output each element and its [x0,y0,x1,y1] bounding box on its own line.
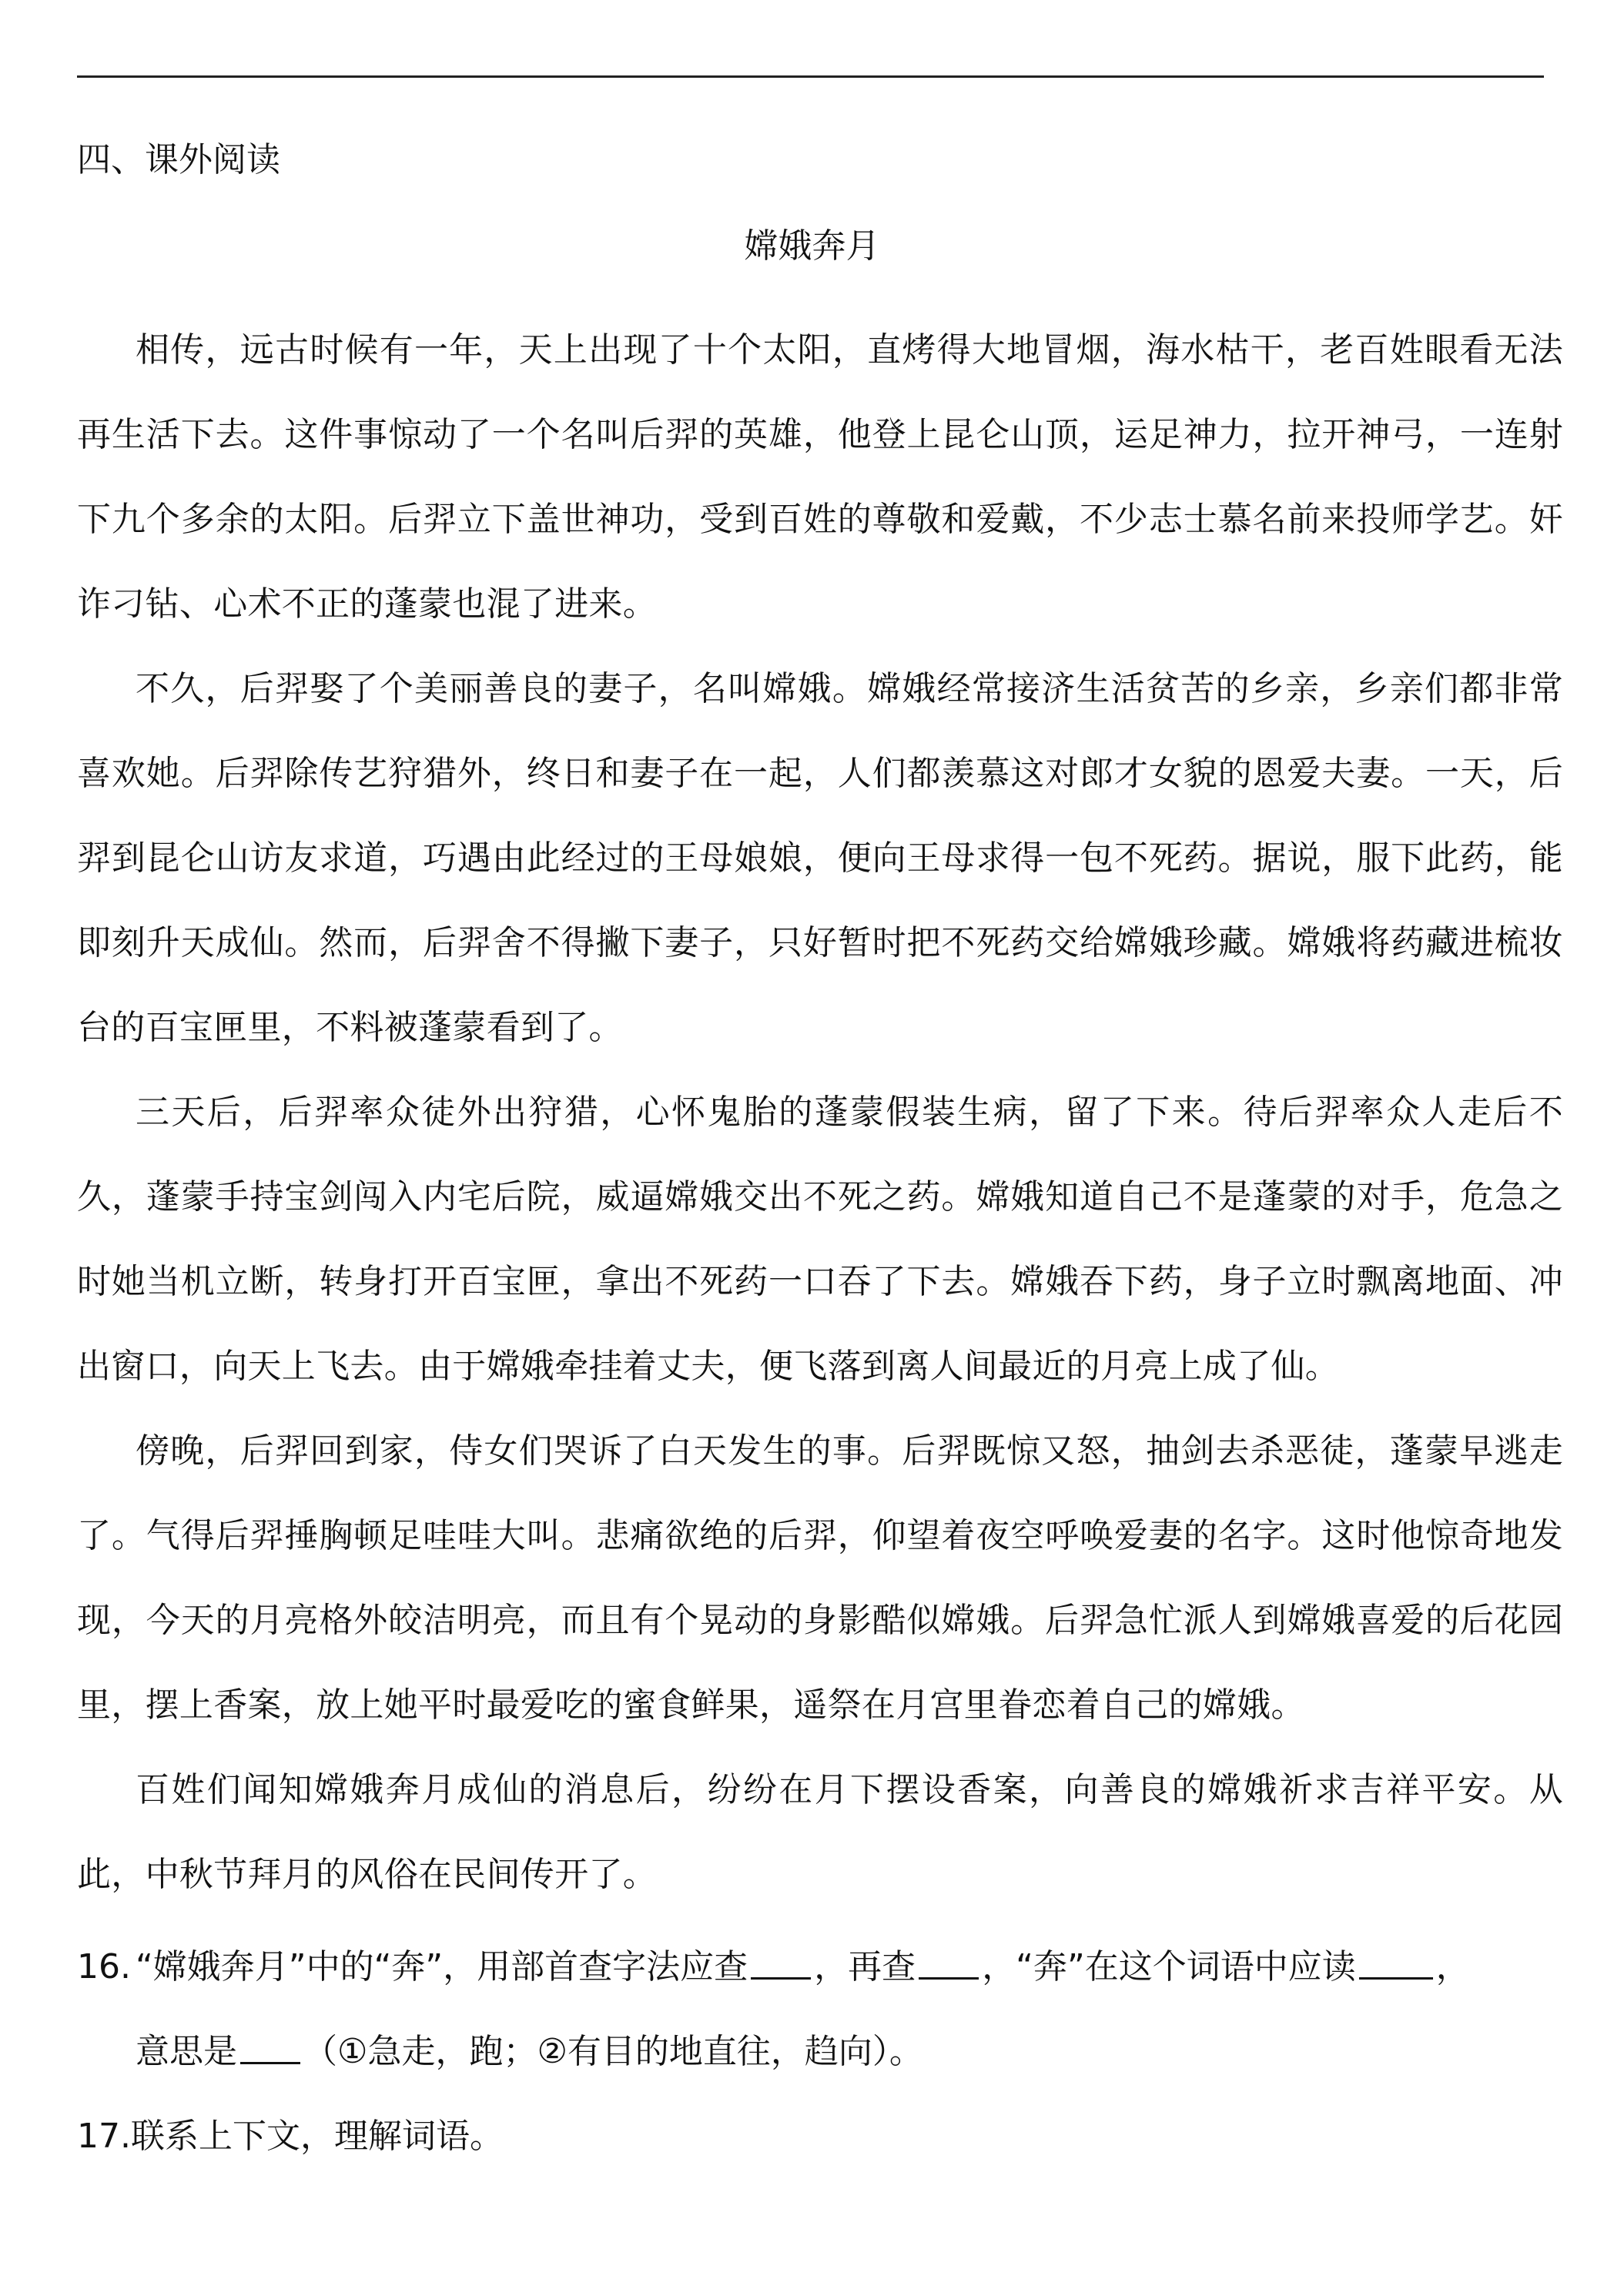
section-heading: 四、课外阅读 [77,140,280,179]
top-divider [77,75,1544,78]
answer-blank-strokes[interactable] [919,1946,979,1980]
question-text: 联系上下文，理解词语。 [130,2117,504,2156]
passage-paragraph-1: 相传，远古时候有一年，天上出现了十个太阳，直烤得大地冒烟，海水枯干，老百姓眼看无法再生活下去。这件事惊动了一个名叫后羿的英雄，他登上昆仑山顶，运足神力，拉开神弓，一连射下九个多余的太阳。后羿立下盖世神功，受到百姓的尊敬和爱戴，不少志士慕名前来投师学艺。奸诈刁钻、心术不正的蓬蒙也混了进来。 [77,330,1563,624]
passage-paragraph-4: 傍晚，后羿回到家，侍女们哭诉了白天发生的事。后羿既惊又怒，抽剑去杀恶徒，蓬蒙早逃走了。气得后羿捶胸顿足哇哇大叫。悲痛欲绝的后羿，仰望着夜空呼唤爱妻的名字。这时他惊奇地发现，今天的月亮格外皎洁明亮，而且有个晃动的身影酷似嫦娥。后羿急忙派人到嫦娥喜爱的后花园里，摆上香案，放上她平时最爱吃的蜜食鲜果，遥祭在月宫里眷恋着自己的嫦娥。 [77,1431,1563,1725]
reading-passage [77,308,1563,1917]
passage-title: 嫦娥奔月 [744,226,880,266]
question-text: ，“奔”在这个词语中应读 [982,1947,1356,1986]
question-text: 意思是 [136,2032,237,2071]
passage-paragraph-3: 三天后，后羿率众徒外出狩猎，心怀鬼胎的蓬蒙假装生病，留了下来。待后羿率众人走后不久，蓬蒙手持宝剑闯入内宅后院，威逼嫦娥交出不死之药。嫦娥知道自己不是蓬蒙的对手，危急之时她当机立断，转身打开百宝匣，拿出不死药一口吞了下去。嫦娥吞下药，身子立时飘离地面、冲出窗口，向天上飞去。由于嫦娥牵挂着丈夫，便飞落到离人间最近的月亮上成了仙。 [77,1093,1563,1386]
passage-paragraph-5: 百姓们闻知嫦娥奔月成仙的消息后，纷纷在月下摆设香案，向善良的嫦娥祈求吉祥平安。从此，中秋节拜月的风俗在民间传开了。 [77,1770,1563,1894]
question-16 [77,1925,1563,2094]
passage-paragraph-2: 不久，后羿娶了个美丽善良的妻子，名叫嫦娥。嫦娥经常接济生活贫苦的乡亲，乡亲们都非常喜欢她。后羿除传艺狩猎外，终日和妻子在一起，人们都羡慕这对郎才女貌的恩爱夫妻。一天，后羿到昆仑山访友求道，巧遇由此经过的王母娘娘，便向王母求得一包不死药。据说，服下此药，能即刻升天成仙。然而，后羿舍不得撇下妻子，只好暂时把不死药交给嫦娥珍藏。嫦娥将药藏进梳妆台的百宝匣里，不料被蓬蒙看到了。 [77,669,1563,1047]
answer-blank-radical[interactable] [751,1946,811,1980]
question-text: ， [1435,1947,1470,1986]
question-text: ，再查 [814,1947,916,1986]
answer-blank-meaning[interactable] [240,2031,300,2064]
question-17 [77,2094,1563,2179]
question-number: 16. [77,1947,131,1986]
question-text: “嫦娥奔月”中的“奔”，用部首查字法应查 [136,1947,748,1986]
question-list [77,1925,1563,2179]
question-text: （①急走，跑；②有目的地直往，趋向）。 [303,2032,923,2071]
question-16-line-2 [77,2010,1563,2094]
answer-blank-pronunciation[interactable] [1359,1946,1433,1980]
question-number: 17. [77,2117,131,2156]
